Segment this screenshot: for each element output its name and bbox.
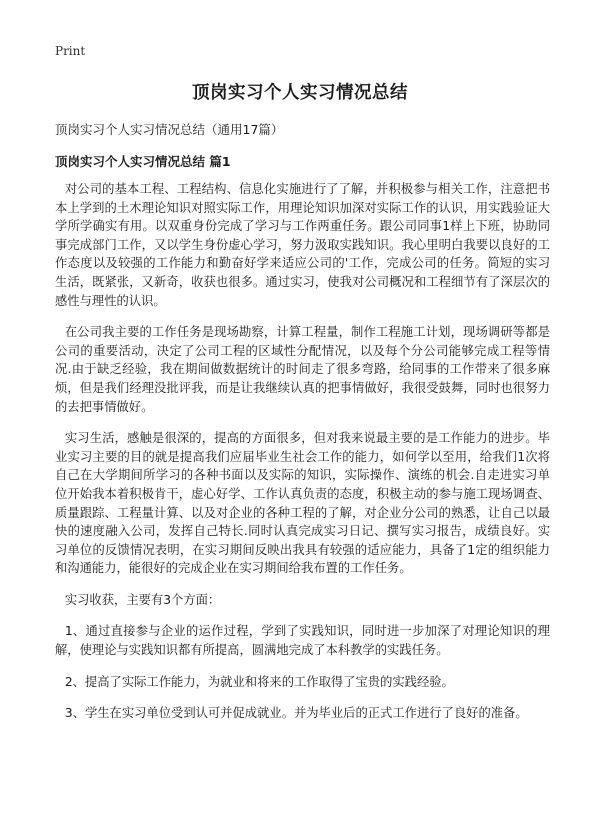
document-subtitle: 顶岗实习个人实习情况总结（通用17篇）	[55, 122, 284, 137]
section-title: 顶岗实习个人实习情况总结 篇1	[55, 154, 231, 169]
page-title: 顶岗实习个人实习情况总结	[192, 83, 408, 103]
list-item-1: 1、通过直接参与企业的运作过程，学到了实践知识，同时进一步加深了对理论知识的理解，使理论与实践知识都有所提高，圆满地完成了本科教学的实践任务。	[55, 624, 550, 658]
paragraph-3: 实习生活，感触是很深的，提高的方面很多，但对我来说最主要的是工作能力的进步。毕业实习主要的目的就是提高我们应届毕业生社会工作的能力，如何学以至用，给我们1次将自己在大学期间所学习的各种书面以及实际的知识，实际操作、演练的机会.自走进实习单位开始我本着积极肯干，虚心好学、工作认真负责的态度，积极主动的参与施工现场调查、质量跟踪、工程量计算、以及对企业的各种工程的了解，对企业分公司的熟悉，让自己以最快的速度融入公司，发挥自己特长.同时认真完成实习日记、撰写实习报告，成绩良好。实习单位的反馈情况表明，在实习期间反映出我具有较强的适应能力，具备了1定的组织能力和沟通能力，能很好的完成企业在实习期间给我布置的工作任务。	[55, 431, 550, 576]
list-item-3: 3、学生在实习单位受到认可并促成就业。并为毕业后的正式工作进行了良好的准备。	[64, 706, 528, 721]
list-item-2: 2、提高了实际工作能力，为就业和将来的工作取得了宝贵的实践经验。	[64, 674, 454, 689]
paragraph-1: 对公司的基本工程、工程结构、信息化实施进行了了解，并积极参与相关工作，注意把书本上学到的土木理论知识对照实际工作，用理论知识加深对实际工作的认识，用实践验证大学所学确实有用。以双重身份完成了学习与工作两重任务。跟公司同事1样上下班，协助同事完成部门工作，又以学生身份虚心学习，努力汲取实践知识。我心里明白我要以良好的工作态度以及较强的工作能力和勤奋好学来适应公司的'工作，完成公司的任务。简短的实习生活，既紧张，又新奇，收获也很多。通过实习，使我对公司概况和工程细节有了深层次的感性与理性的认识。	[55, 182, 550, 308]
paragraph-4: 实习收获，主要有3个方面：	[64, 592, 221, 607]
document-body	[55, 180, 550, 736]
print-link[interactable]: Print	[55, 44, 86, 58]
paragraph-2: 在公司我主要的工作任务是现场勘察，计算工程量，制作工程施工计划，现场调研等都是公司的重要活动，决定了公司工程的区域性分配情况，以及每个分公司能够完成工程等情况.由于缺乏经验，我在期间做数据统计的时间走了很多弯路，给同事的工作带来了很多麻烦，但是我们经理没批评我，而是让我继续认真的把事情做好，我很受鼓舞，同时也很努力的去把事情做好。	[55, 325, 550, 414]
